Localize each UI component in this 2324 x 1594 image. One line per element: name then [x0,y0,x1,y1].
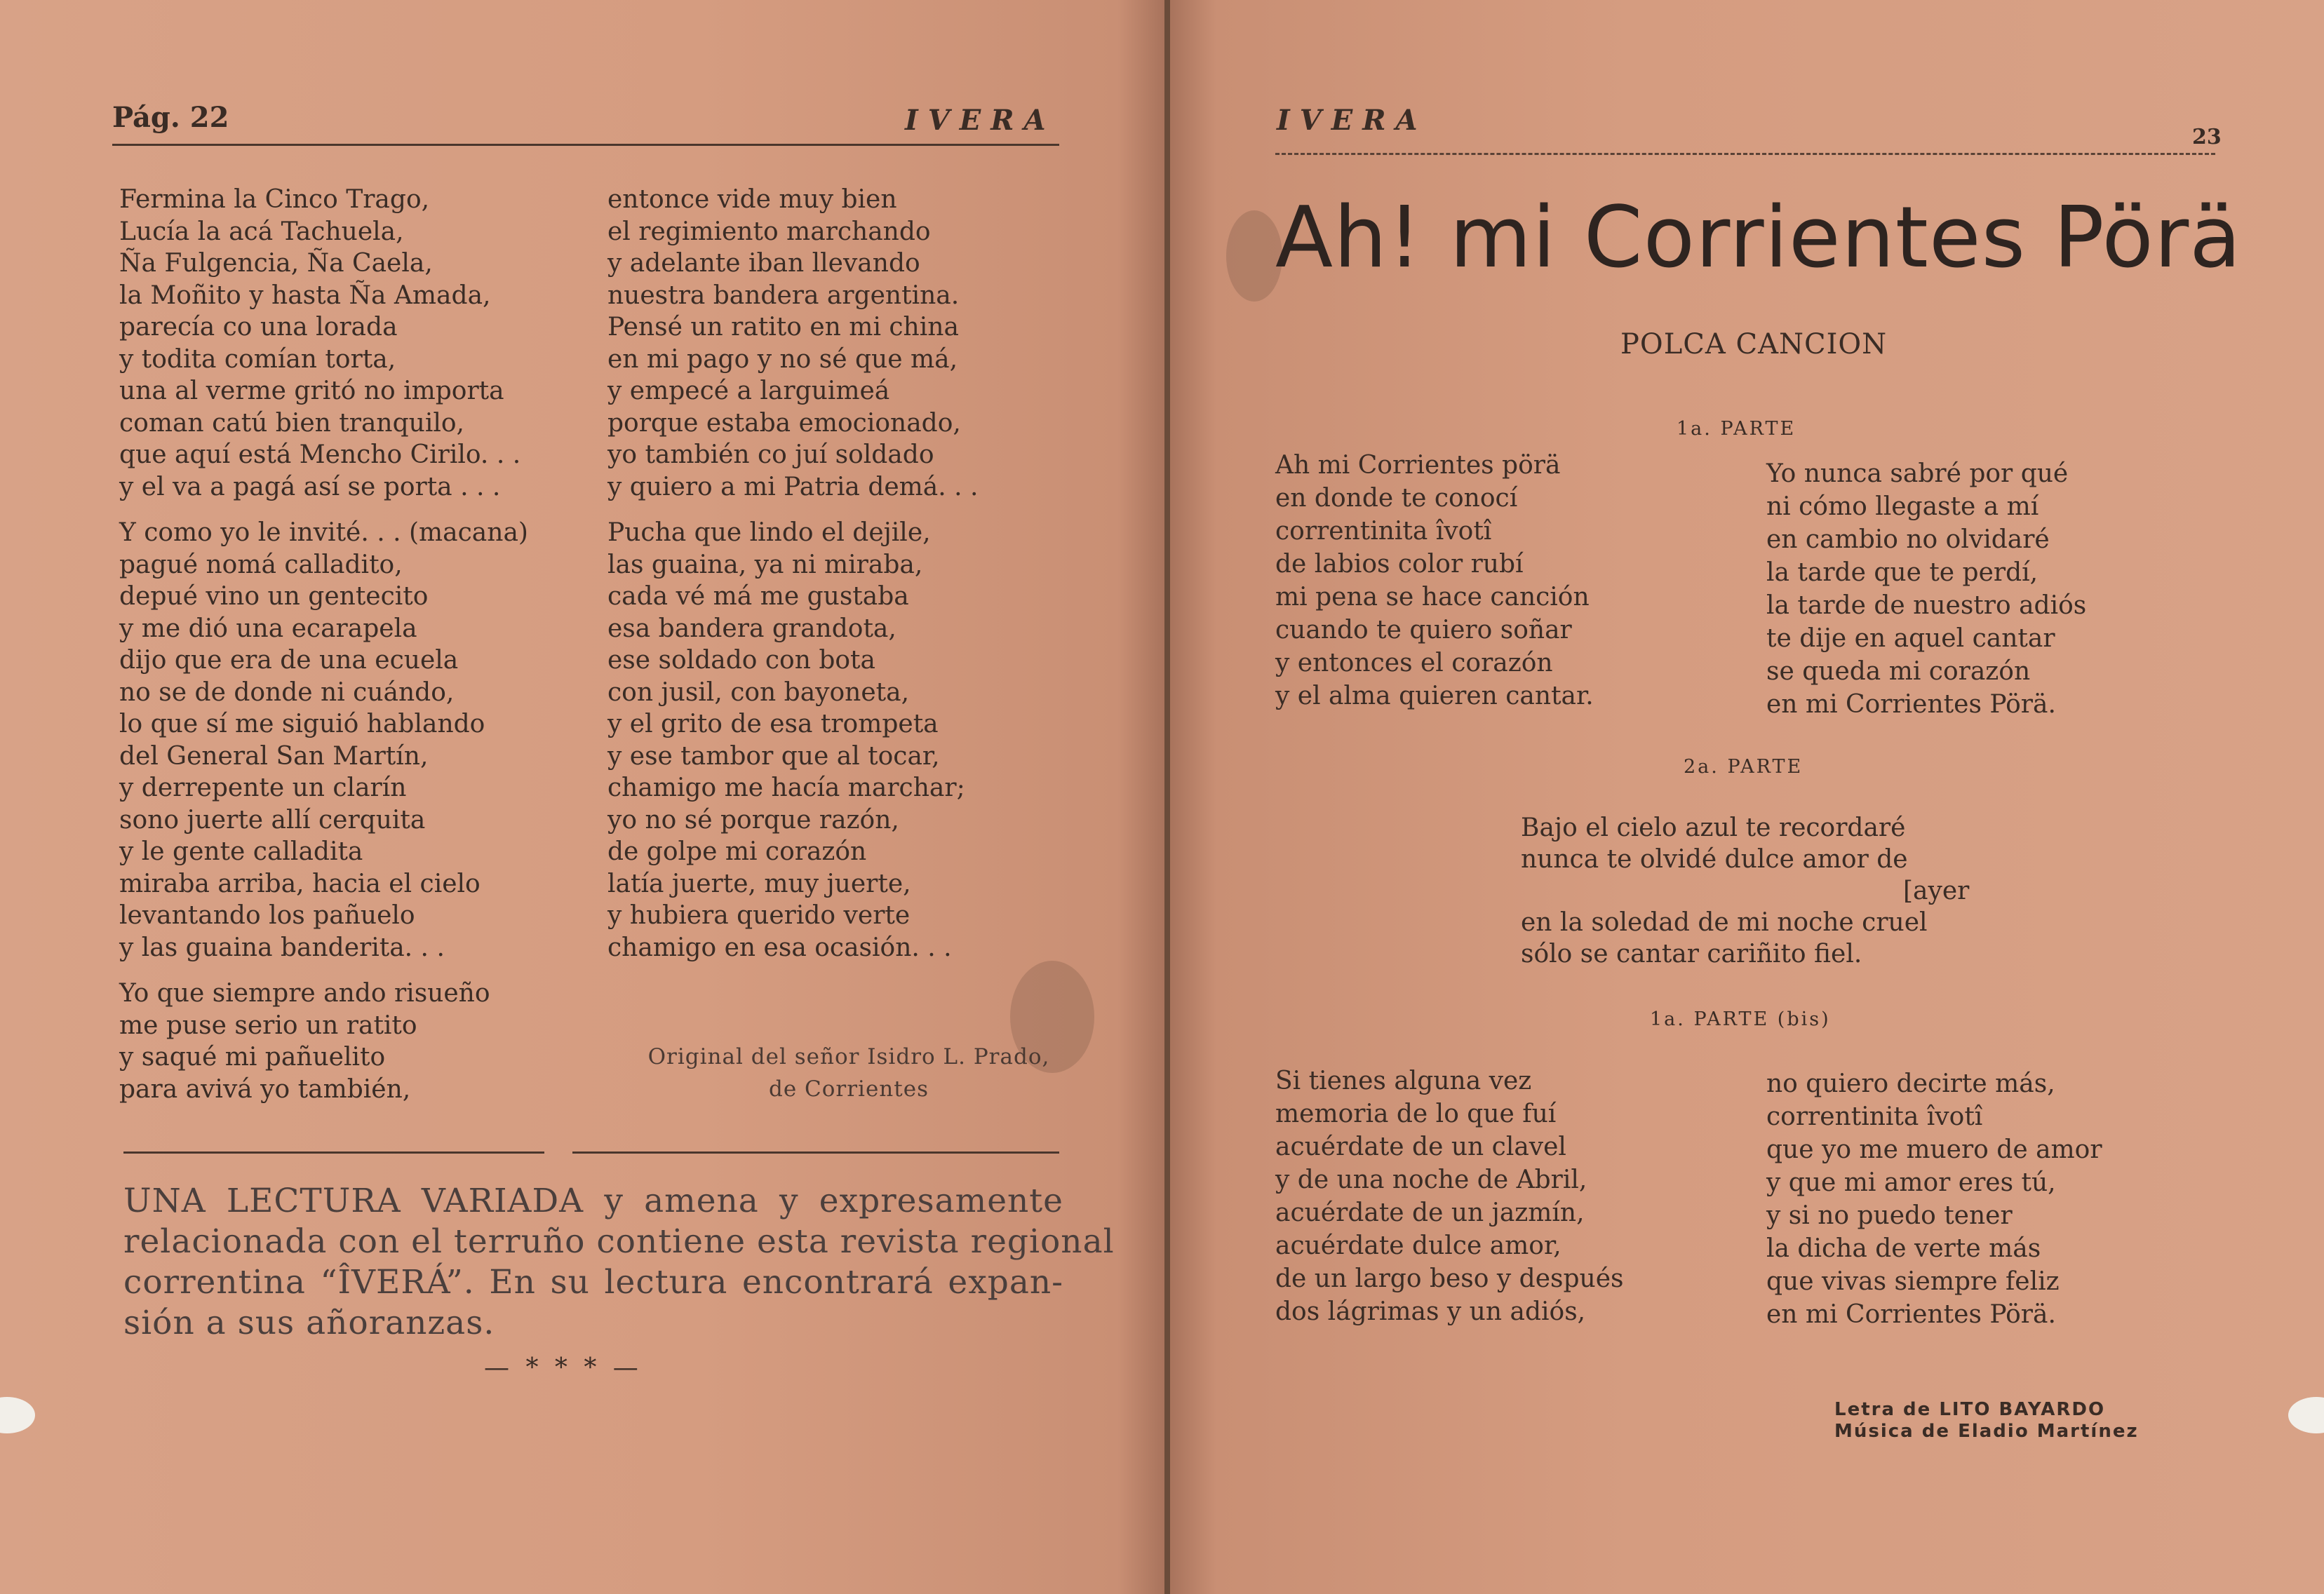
verse-line: levantando los pañuelo [119,901,415,930]
verse-line: dijo que era de una ecuela [119,646,459,675]
verse-line: en la soledad de mi noche cruel [1521,908,1928,937]
verse-line: y me dió una ecarapela [119,614,417,643]
verse-line: acuérdate de un jazmín, [1275,1198,1585,1227]
verse-line: memoria de lo que fuí [1275,1100,1557,1128]
verse-line: y de una noche de Abril, [1275,1166,1587,1194]
verse-line: no quiero decirte más, [1766,1069,2055,1098]
verse-line: en mi Corrientes Pörä. [1766,1300,2056,1329]
verse-line: mi pena se hace canción [1275,583,1590,612]
verse-line: Yo nunca sabré por qué [1766,459,2069,488]
staple-hole [0,1397,35,1433]
verse-line: la dicha de verte más [1766,1234,2041,1263]
attribution [617,1041,1080,1105]
verse-line: y empecé a larguimeá [607,377,890,405]
magazine-header: IVERA [1277,104,1428,137]
verse-line: y entonces el corazón [1275,649,1553,677]
verse-line: coman catú bien tranquilo, [119,408,464,438]
poem-column-2 [607,184,979,978]
verse-line: ese soldado con bota [607,646,875,675]
music-credit: Música de Eladio Martínez [1834,1421,2139,1442]
header-rule [112,144,1059,146]
verse-line: la Moñito y hasta Ña Amada, [119,281,491,310]
verse-line: y derrepente un clarín [119,774,407,802]
page-number: 23 [2192,125,2222,149]
verse-line: depué vino un gentecito [119,582,429,611]
verse-line: la tarde de nuestro adiós [1766,591,2087,620]
section-rule-right [572,1151,1059,1154]
verse-line: en cambio no olvidaré [1766,525,2050,554]
promo-text [123,1181,1115,1344]
verse-line: Si tienes alguna vez [1275,1067,1532,1095]
verse-line: chamigo en esa ocasión. . . [607,933,952,962]
verse-line: con jusil, con bayoneta, [607,677,910,707]
verse-line: no se de donde ni cuándo, [119,677,455,707]
part3-label: 1a. PARTE (bis) [1650,1008,1831,1030]
magazine-header: IVERA [905,104,1056,137]
verse-line: entonce vide muy bien [607,185,897,214]
verse-line: y el grito de esa trompeta [607,710,939,738]
stanza [119,978,528,1105]
poem-column-1 [119,184,528,1119]
verse-line: y hubiera querido verte [607,901,911,930]
verse-line: latía juerte, muy juerte, [607,869,911,898]
part1-label: 1a. PARTE [1677,418,1796,440]
part3-right-verse [1766,1067,2102,1331]
verse-line: nuestra bandera argentina. [607,281,960,310]
verse-line: acuérdate de un clavel [1275,1133,1566,1161]
verse-line: me puse serio un ratito [119,1011,417,1040]
verse-line: que yo me muero de amor [1766,1135,2102,1164]
verse-line: Y como yo le invité. . . (macana) [119,518,528,547]
verse-line: para avivá yo también, [119,1074,411,1104]
verse-line: y le gente calladita [119,837,363,866]
verse-line: una al verme gritó no importa [119,377,504,405]
verse-line: y si no puedo tener [1766,1201,2013,1230]
stanza [607,517,979,964]
lyrics-credit: Letra de LITO BAYARDO [1834,1399,2106,1420]
verse-line: y ese tambor que al tocar, [607,741,940,771]
verse-line: que vivas siempre feliz [1766,1267,2060,1296]
verse-line: pagué nomá calladito, [119,550,403,579]
verse-line: Fermina la Cinco Trago, [119,185,430,214]
verse-line: cuando te quiero soñar [1275,616,1572,644]
verse-line: y el va a pagá así se porta . . . [119,472,501,501]
song-subtitle: POLCA CANCION [1620,328,1888,360]
verse-line: en mi pago y no sé que má, [607,344,958,374]
verse-line: la tarde que te perdí, [1766,558,2038,587]
verse-line: y saqué mi pañuelito [119,1043,386,1072]
verse-line: correntinita îvotî [1766,1102,1983,1131]
verse-line: dos lágrimas y un adiós, [1275,1297,1586,1326]
verse-line: de golpe mi corazón [607,837,867,866]
verse-line: [ayer [1903,877,1970,905]
verse-line: en mi Corrientes Pörä. [1766,690,2056,719]
verse-line: lo que sí me siguió hablando [119,710,485,738]
promo-line: relacionada con el terruño contiene esta revista regional [123,1222,1115,1261]
verse-line: del General San Martín, [119,741,429,771]
verse-line: sólo se cantar cariñito fiel. [1521,940,1862,968]
verse-line: las guaina, ya ni miraba, [607,550,923,579]
verse-line: acuérdate dulce amor, [1275,1231,1561,1260]
verse-line: y todita comían torta, [119,344,396,374]
page-label: Pág. 22 [112,101,229,134]
verse-line: correntinita îvotî [1275,517,1492,546]
verse-line: chamigo me hacía marchar; [607,774,965,802]
verse-line: Bajo el cielo azul te recordaré [1521,813,1906,842]
header-rule [1275,153,2215,155]
verse-line: Lucía la acá Tachuela, [119,217,404,246]
part3-left-verse [1275,1065,1624,1328]
verse-line: de un largo beso y después [1275,1264,1624,1293]
part2-verse [1521,812,1969,970]
verse-line: ni cómo llegaste a mí [1766,492,2039,521]
verse-line: miraba arriba, hacia el cielo [119,869,481,898]
stanza [119,517,528,964]
verse-line: Ah mi Corrientes pörä [1275,451,1561,480]
stain [1010,961,1094,1073]
verse-line: Ña Fulgencia, Ña Caela, [119,249,433,278]
promo-line: correntina “ÎVERÁ”. En su lectura encontrará expan- [123,1263,1063,1302]
verse-line: parecía co una lorada [119,313,398,342]
verse-line: de labios color rubí [1275,550,1524,579]
verse-line: y las guaina banderita. . . [119,933,445,962]
promo-line: sión a sus añoranzas. [123,1304,495,1342]
verse-line: y quiero a mi Patria demá. . . [607,472,979,501]
section-rule-left [123,1151,544,1154]
song-credits [1834,1399,2139,1443]
part1-right-verse [1766,457,2086,721]
stanza [119,184,528,503]
song-title: Ah! mi Corrientes Pörä [1275,189,2242,287]
star-separator: — * * * — [484,1353,643,1382]
verse-line: yo también co juí soldado [607,440,934,469]
verse-line: que aquí está Mencho Cirilo. . . [119,440,521,469]
part2-label: 2a. PARTE [1684,756,1804,778]
verse-line: y que mi amor eres tú, [1766,1168,2056,1197]
promo-line: UNA LECTURA VARIADA y amena y expresamente [123,1182,1063,1220]
verse-line: Pensé un ratito en mi china [607,313,959,342]
verse-line: cada vé má me gustaba [607,582,909,611]
verse-line: y adelante iban llevando [607,249,920,278]
part1-left-verse [1275,449,1594,712]
verse-line: esa bandera grandota, [607,614,896,643]
verse-line: el regimiento marchando [607,217,931,246]
verse-line: se queda mi corazón [1766,657,2031,686]
verse-line: Pucha que lindo el dejile, [607,518,931,547]
stanza [607,184,979,503]
verse-line: yo no sé porque razón, [607,805,899,835]
verse-line: sono juerte allí cerquita [119,805,426,835]
verse-line: te dije en aquel cantar [1766,624,2055,653]
verse-line: Yo que siempre ando risueño [119,979,490,1008]
attribution-line: Original del señor Isidro L. Prado, [647,1044,1050,1069]
ink-blot [1226,210,1282,302]
verse-line: en donde te conocí [1275,484,1518,513]
verse-line: nunca te olvidé dulce amor de [1521,845,1908,874]
verse-line: porque estaba emocionado, [607,408,961,438]
verse-line: y el alma quieren cantar. [1275,682,1594,710]
attribution-line: de Corrientes [768,1076,929,1102]
